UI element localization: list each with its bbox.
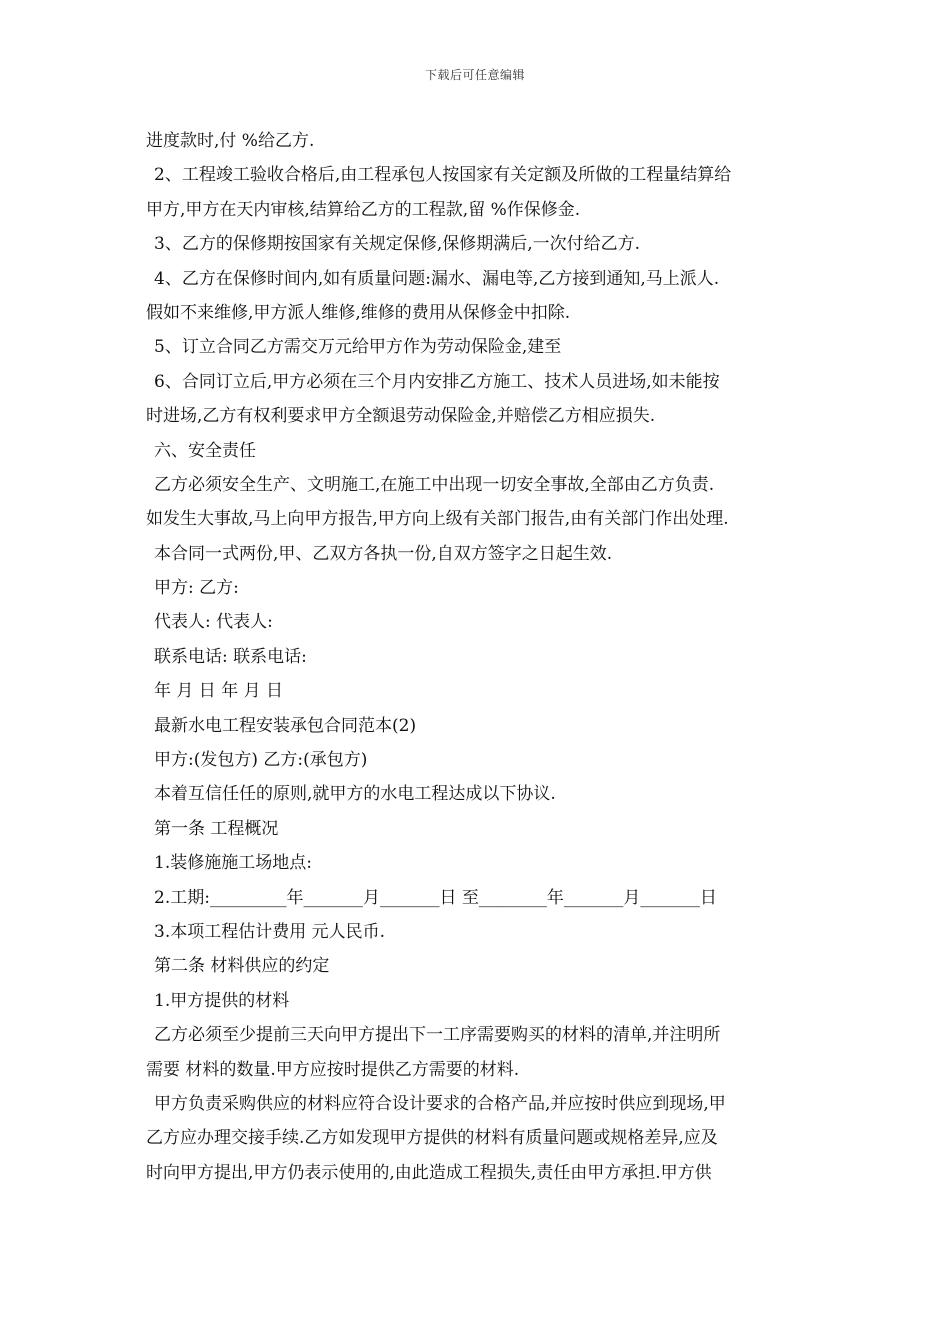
- paragraph-line: 时向甲方提出,甲方仍表示使用的,由此造成工程损失,责任由甲方承担.甲方供: [146, 1162, 712, 1183]
- signature-party-line: 甲方: 乙方:: [154, 578, 239, 599]
- paragraph-line: 6、合同订立后,甲方必须在三个月内安排乙方施工、技术人员进场,如未能按: [154, 371, 720, 392]
- paragraph-line: 需要 材料的数量.甲方应按时提供乙方需要的材料.: [146, 1059, 520, 1080]
- paragraph-line: 5、订立合同乙方需交万元给甲方作为劳动保险金,建至: [154, 337, 562, 358]
- duration-line: 2.工期:_________年_______月_______日 至________年_______月_______日: [154, 887, 717, 908]
- paragraph-line: 1.装修施施工场地点:: [154, 853, 312, 874]
- paragraph-line: 本合同一式两份,甲、乙双方各执一份,自双方签字之日起生效.: [154, 543, 613, 564]
- paragraph-line: 甲方负责采购供应的材料应符合设计要求的合格产品,并应按时供应到现场,甲: [154, 1093, 726, 1114]
- subsection-heading: 1.甲方提供的材料: [154, 990, 290, 1011]
- signature-date-line: 年 月 日 年 月 日: [154, 681, 284, 702]
- section-heading: 六、安全责任: [154, 440, 256, 461]
- paragraph-line: 3.本项工程估计费用 元人民币.: [154, 921, 386, 942]
- paragraph-line: 4、乙方在保修时间内,如有质量问题:漏水、漏电等,乙方接到通知,马上派人.: [154, 268, 720, 289]
- document-body: [146, 124, 816, 1190]
- signature-phone-line: 联系电话: 联系电话:: [154, 646, 307, 667]
- paragraph-line: 进度款时,付 %给乙方.: [146, 131, 315, 151]
- paragraph-line: 本着互信任任的原则,就甲方的水电工程达成以下协议.: [154, 784, 556, 805]
- document-title: 最新水电工程安装承包合同范本(2): [154, 715, 417, 736]
- signature-representative-line: 代表人: 代表人:: [154, 612, 273, 633]
- paragraph-line: 甲方,甲方在天内审核,结算给乙方的工程款,留 %作保修金.: [146, 199, 581, 220]
- paragraph-line: 时进场,乙方有权利要求甲方全额退劳动保险金,并赔偿乙方相应损失.: [146, 406, 656, 427]
- page-header: 下载后可任意编辑: [424, 68, 525, 82]
- paragraph-line: 乙方应办理交接手续.乙方如发现甲方提供的材料有质量问题或规格差异,应及: [146, 1128, 718, 1149]
- paragraph-line: 如发生大事故,马上向甲方报告,甲方向上级有关部门报告,由有关部门作出处理.: [146, 509, 729, 530]
- section-heading: 第一条 工程概况: [154, 818, 279, 839]
- paragraph-line: 假如不来维修,甲方派人维修,维修的费用从保修金中扣除.: [146, 302, 571, 323]
- paragraph-line: 2、工程竣工验收合格后,由工程承包人按国家有关定额及所做的工程量结算给: [154, 165, 732, 186]
- paragraph-line: 乙方必须安全生产、文明施工,在施工中出现一切安全事故,全部由乙方负责.: [154, 474, 715, 495]
- parties-line: 甲方:(发包方) 乙方:(承包方): [154, 750, 368, 771]
- section-heading: 第二条 材料供应的约定: [154, 956, 330, 977]
- paragraph-line: 3、乙方的保修期按国家有关规定保修,保修期满后,一次付给乙方.: [154, 234, 641, 255]
- paragraph-line: 乙方必须至少提前三天向甲方提出下一工序需要购买的材料的清单,并注明所: [154, 1025, 721, 1046]
